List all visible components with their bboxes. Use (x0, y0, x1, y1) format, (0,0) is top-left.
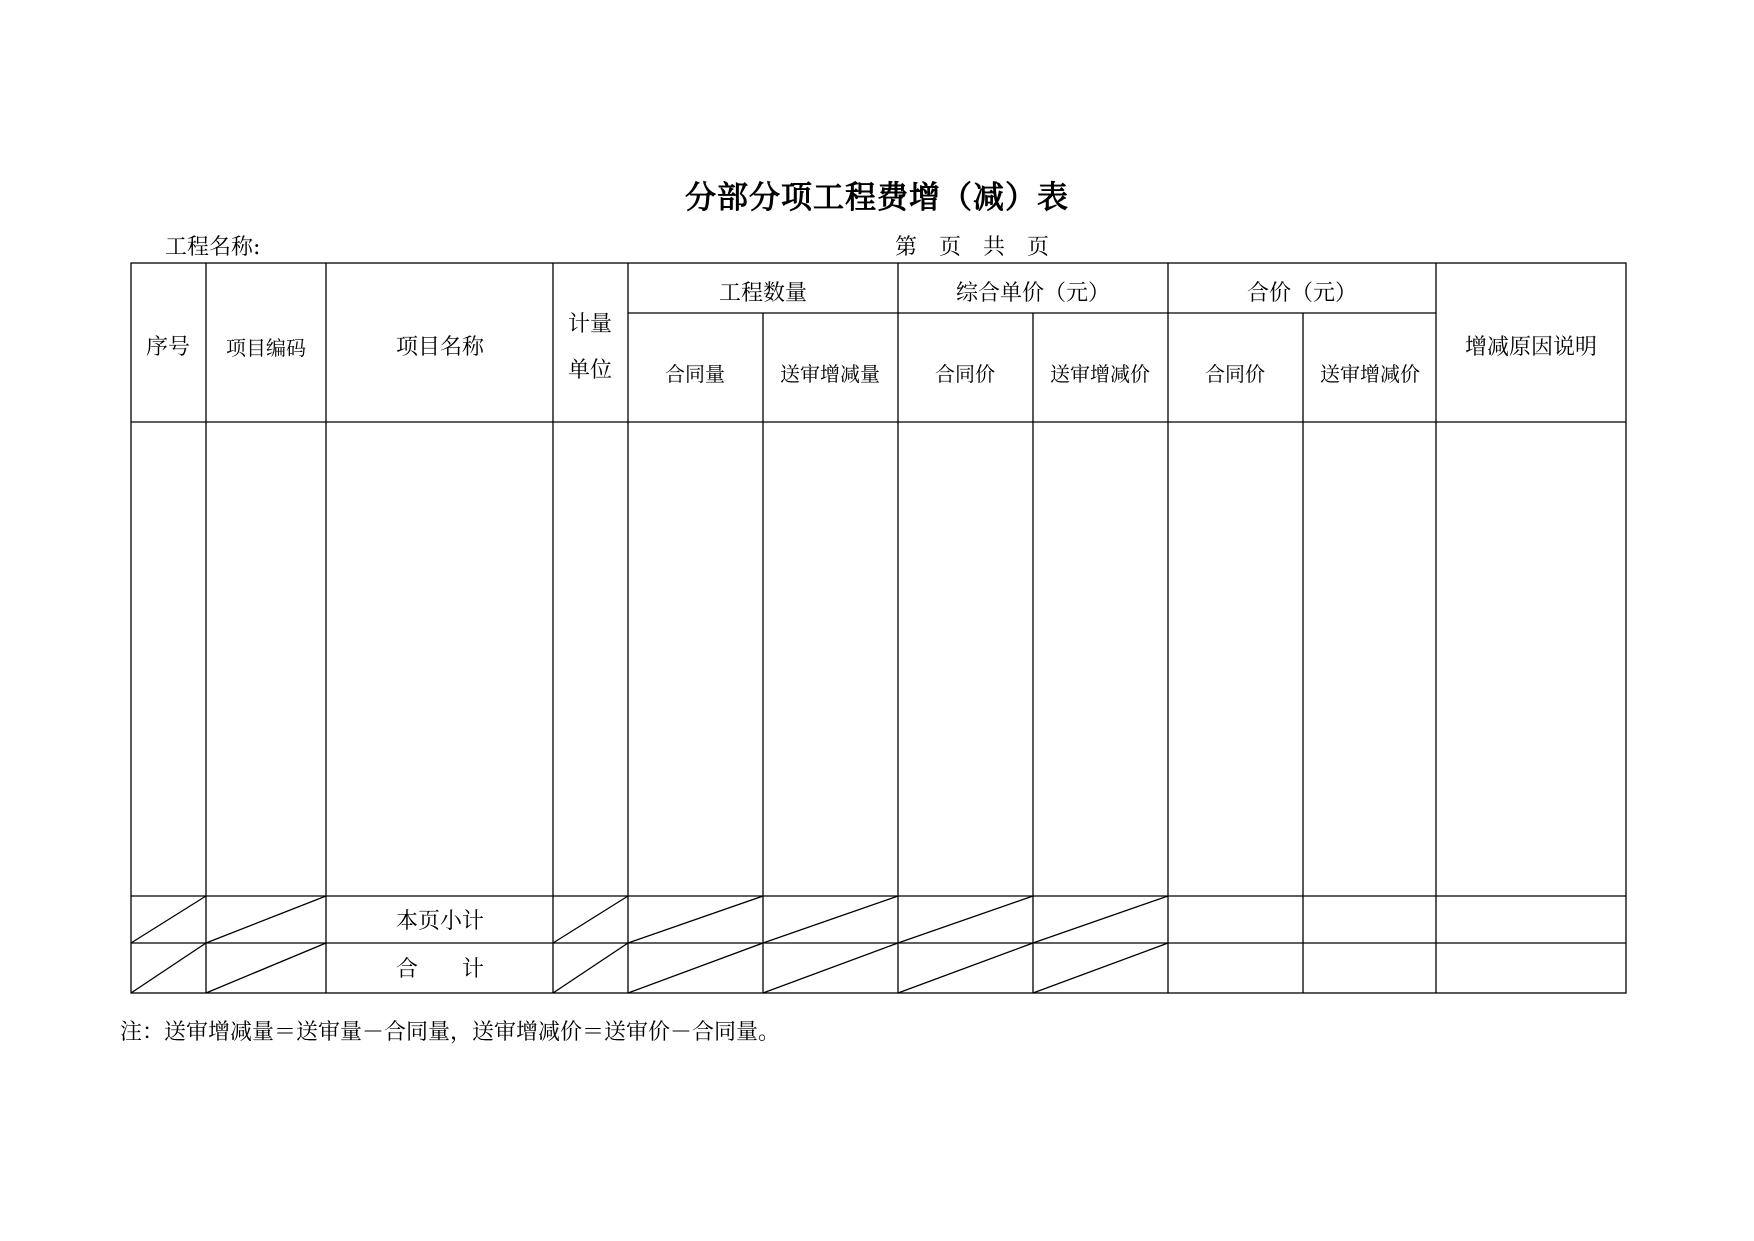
header-qty-group: 工程数量 (718, 280, 808, 306)
footnote: 注：送审增减量＝送审量－合同量，送审增减价＝送审价－合同量。 (120, 1020, 781, 1045)
header-name: 项目名称 (395, 334, 485, 360)
header-code: 项目编码 (226, 336, 306, 360)
project-name-label: 工程名称: (165, 235, 261, 260)
page-info: 第 页 共 页 (895, 235, 1050, 260)
header-total-group: 合价（元） (1246, 280, 1358, 306)
header-unit-line1: 计量 (567, 311, 613, 337)
header-submitted-total-delta: 送审增减价 (1320, 362, 1420, 386)
header-contract-price: 合同价 (935, 362, 995, 386)
header-reason: 增减原因说明 (1464, 334, 1598, 360)
header-seq: 序号 (145, 334, 191, 360)
row-grand-total-label: 合 计 (395, 956, 485, 982)
header-contract-qty: 合同量 (665, 362, 725, 386)
header-unit-price-group: 综合单价（元） (955, 280, 1111, 306)
header-submitted-price-delta: 送审增减价 (1050, 362, 1150, 386)
row-page-subtotal-label: 本页小计 (395, 908, 485, 934)
diagonal-strikes (131, 896, 1168, 993)
header-unit-line2: 单位 (567, 357, 613, 383)
page-title: 分部分项工程费增（减）表 (685, 180, 1069, 216)
header-contract-total: 合同价 (1205, 362, 1265, 386)
header-submitted-qty-delta: 送审增减量 (780, 362, 880, 386)
